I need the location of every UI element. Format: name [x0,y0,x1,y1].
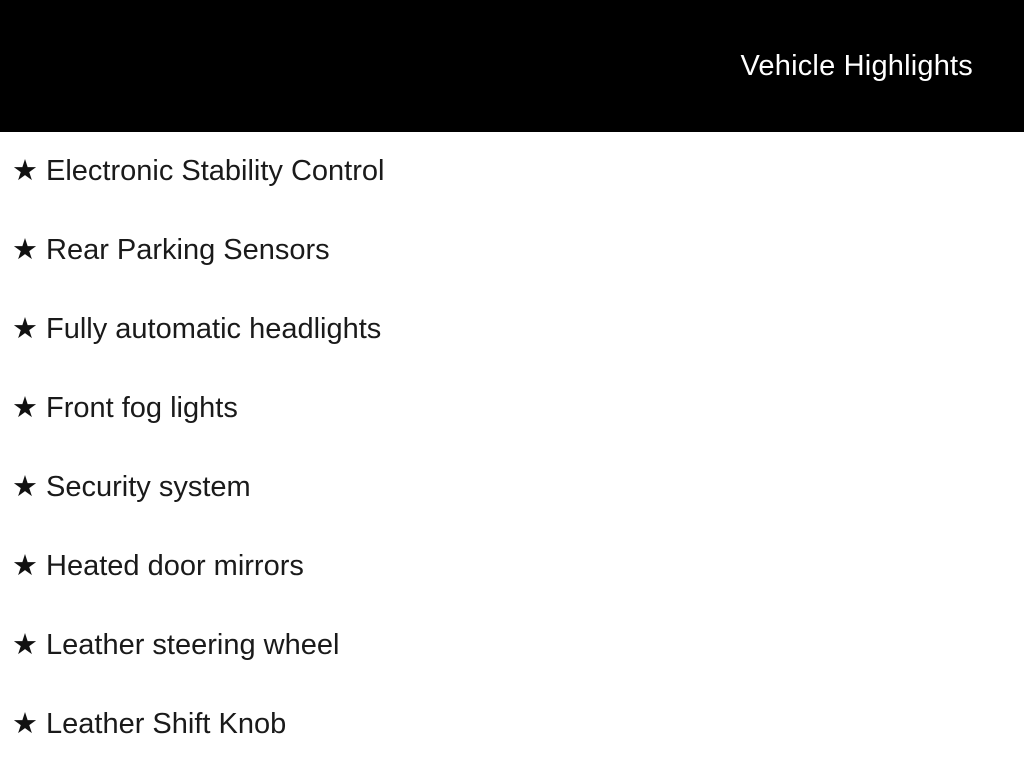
star-icon: ★ [12,471,38,503]
page-title: Vehicle Highlights [740,49,973,82]
header-bar [0,0,1024,132]
list-item-label: Security system [46,471,251,503]
star-icon: ★ [12,708,38,740]
list-item-label: Front fog lights [46,392,238,424]
list-item [0,211,1024,290]
list-item [0,685,1024,764]
highlights-list [0,132,1024,764]
star-icon: ★ [12,550,38,582]
list-item-label: Leather steering wheel [46,629,340,661]
list-item-label: Heated door mirrors [46,550,304,582]
star-icon: ★ [12,392,38,424]
list-item [0,448,1024,527]
list-item [0,290,1024,369]
list-item-label: Electronic Stability Control [46,155,385,187]
star-icon: ★ [12,234,38,266]
list-item-label: Rear Parking Sensors [46,234,330,266]
list-item-label: Fully automatic headlights [46,313,382,345]
list-item-label: Leather Shift Knob [46,708,287,740]
list-item [0,606,1024,685]
list-item [0,369,1024,448]
star-icon: ★ [12,155,38,187]
list-item [0,132,1024,211]
star-icon: ★ [12,313,38,345]
list-item [0,527,1024,606]
star-icon: ★ [12,629,38,661]
